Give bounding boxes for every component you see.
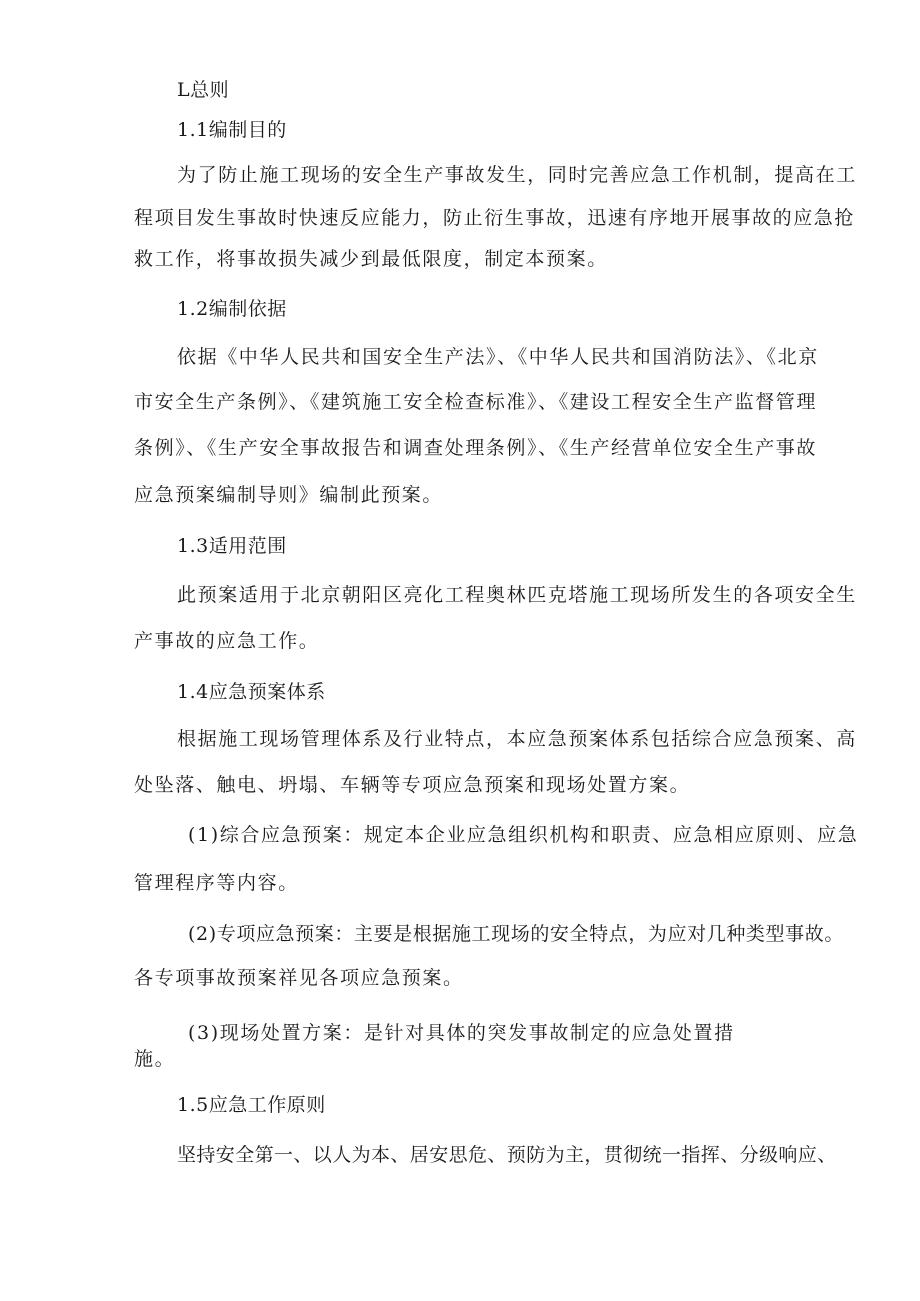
section-title-1-5: 1.5应急工作原则: [177, 1094, 326, 1116]
paragraph-line: 救工作，将事故损失减少到最低限度，制定本预案。: [134, 248, 608, 270]
section-title-1-3: 1.3适用范围: [177, 535, 287, 557]
section-title-1-4: 1.4应急预案体系: [177, 681, 326, 703]
list-item-2: (2)专项应急预案：主要是根据施工现场的安全特点，为应对几种类型事故。: [188, 923, 844, 945]
paragraph-line: 产事故的应急工作。: [134, 630, 320, 652]
paragraph-line: 此预案适用于北京朝阳区亮化工程奥林匹克塔施工现场所发生的各项安全生: [177, 584, 857, 606]
paragraph-line: 依据《中华人民共和国安全生产法》、《中华人民共和国消防法》、《北京: [177, 346, 819, 368]
section-title-1-1: 1.1编制目的: [177, 119, 287, 141]
list-item-1-continuation: 管理程序等内容。: [134, 872, 299, 894]
paragraph-line: 程项目发生事故时快速反应能力，防止衍生事故，迅速有序地开展事故的应急抢: [134, 207, 856, 229]
list-item-1: (1)综合应急预案：规定本企业应急组织机构和职责、应急相应原则、应急: [188, 824, 859, 846]
paragraph-line: 市安全生产条例》、《建筑施工安全检查标准》、《建设工程安全生产监督管理: [134, 391, 818, 413]
list-item-3: (3)现场处置方案：是针对具体的突发事故制定的应急处置措: [188, 1022, 735, 1044]
chapter-heading: L总则: [177, 79, 230, 101]
paragraph-line: 为了防止施工现场的安全生产事故发生，同时完善应急工作机制，提高在工: [177, 164, 857, 186]
section-title-1-2: 1.2编制依据: [177, 298, 287, 320]
paragraph-line: 处坠落、触电、坍塌、车辆等专项应急预案和现场处置方案。: [134, 774, 691, 796]
list-item-2-continuation: 各专项事故预案祥见各项应急预案。: [134, 967, 464, 989]
paragraph-line: 应急预案编制导则》编制此预案。: [134, 484, 444, 506]
paragraph-line: 条例》、《生产安全事故报告和调查处理条例》、《生产经营单位安全生产事故: [134, 437, 818, 459]
paragraph-line: 根据施工现场管理体系及行业特点，本应急预案体系包括综合应急预案、高: [177, 728, 857, 750]
list-item-3-continuation: 施。: [134, 1048, 176, 1070]
paragraph-line: 坚持安全第一、以人为本、居安思危、预防为主，贯彻统一指挥、分级响应、: [177, 1144, 837, 1166]
